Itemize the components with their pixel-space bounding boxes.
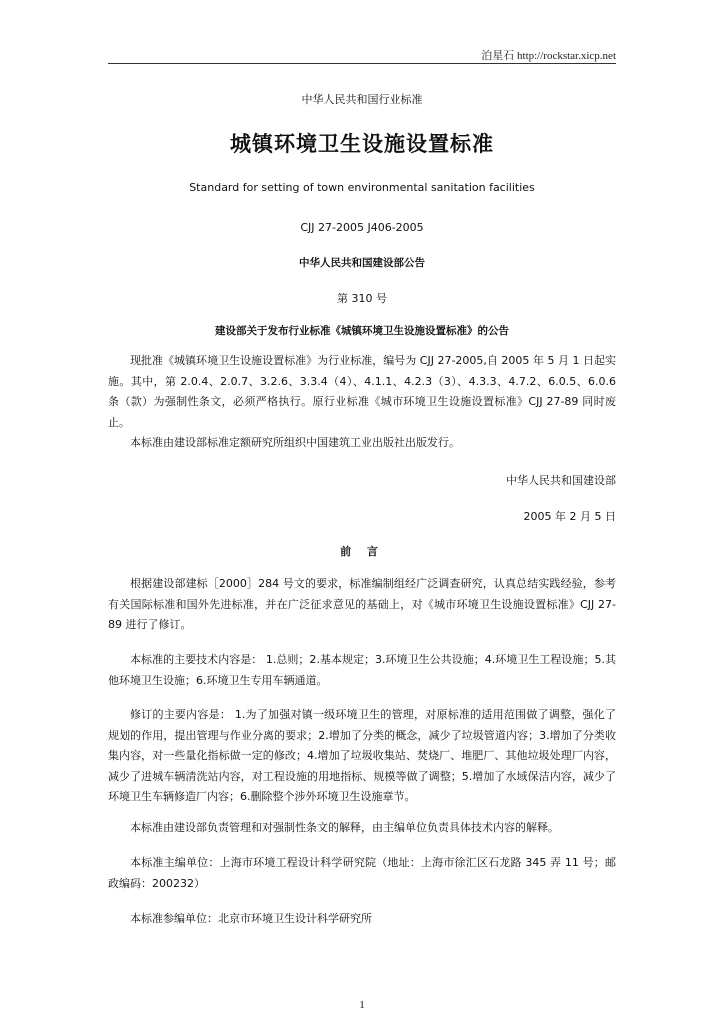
notice-number: 第 310 号	[337, 292, 387, 305]
foreword-title: 前 言	[340, 545, 384, 558]
date: 2005 年 2 月 5 日	[523, 510, 616, 523]
page-number: 1	[359, 999, 365, 1011]
signature: 中华人民共和国建设部	[506, 474, 616, 487]
foreword-paragraph: 根据建设部建标［2000］284 号文的要求，标准编制组经广泛调查研究，认真总结实践经验，参考有关国际标准和国外先进标准，并在广泛征求意见的基础上，对《城市环境卫生设施设置标准》CJJ 27-89 进行了修订。	[108, 577, 616, 631]
document-subtitle: Standard for setting of town environmental sanitation facilities	[189, 181, 535, 194]
notice-paragraph: 现批准《城镇环境卫生设施设置标准》为行业标准，编号为 CJJ 27-2005,自 2005 年 5 月 1 日起实施。其中，第 2.0.4、2.0.7、3.2.6、3.3.4（4）、4.1.1、4.2.3（3）、4.3.3、4.7.2、6.0.5、6.0.6 条（款）为强制性条文，必须严格执行。原行业标准《城市环境卫生设施设置标准》CJJ 27-89 同时废止。	[108, 354, 616, 429]
foreword-paragraph: 本标准的主要技术内容是： 1.总则；2.基本规定；3.环境卫生公共设施；4.环境卫生工程设施；5.其他环境卫生设施；6.环境卫生专用车辆通道。	[108, 653, 616, 687]
document-title: 城镇环境卫生设施设置标准	[230, 132, 494, 156]
page-header: 泊星石 http://rockstar.xicp.net	[481, 50, 616, 62]
standard-category: 中华人民共和国行业标准	[301, 93, 423, 106]
foreword-paragraph: 修订的主要内容是： 1.为了加强对镇一级环境卫生的管理，对原标准的适用范围做了调整，强化了规划的作用，提出管理与作业分离的要求；2.增加了分类的概念，减少了垃圾管道内容；3.增加了分类收集内容，对一些量化指标做一定的修改；4.增加了垃圾收集站、焚烧厂、堆肥厂、其他垃圾处理厂内容，减少了进城车辆清洗站内容，对工程设施的用地指标、规模等做了调整；5.增加了水域保洁内容，减少了环境卫生车辆修造厂内容；6.删除整个涉外环境卫生设施章节。	[108, 708, 616, 803]
notice-title: 建设部关于发布行业标准《城镇环境卫生设施设置标准》的公告	[215, 325, 509, 337]
ministry-notice: 中华人民共和国建设部公告	[299, 257, 425, 269]
foreword-paragraph: 本标准主编单位：上海市环境工程设计科学研究院（地址：上海市徐汇区石龙路 345 弄 11 号；邮政编码：200232）	[108, 856, 616, 890]
header-rule	[108, 63, 616, 64]
standard-code: CJJ 27-2005 J406-2005	[300, 221, 424, 234]
notice-paragraph: 本标准由建设部标准定额研究所组织中国建筑工业出版社出版发行。	[130, 436, 460, 449]
foreword-paragraph: 本标准参编单位：北京市环境卫生设计科学研究所	[130, 912, 372, 925]
foreword-paragraph: 本标准由建设部负责管理和对强制性条文的解释，由主编单位负责具体技术内容的解释。	[130, 821, 559, 834]
